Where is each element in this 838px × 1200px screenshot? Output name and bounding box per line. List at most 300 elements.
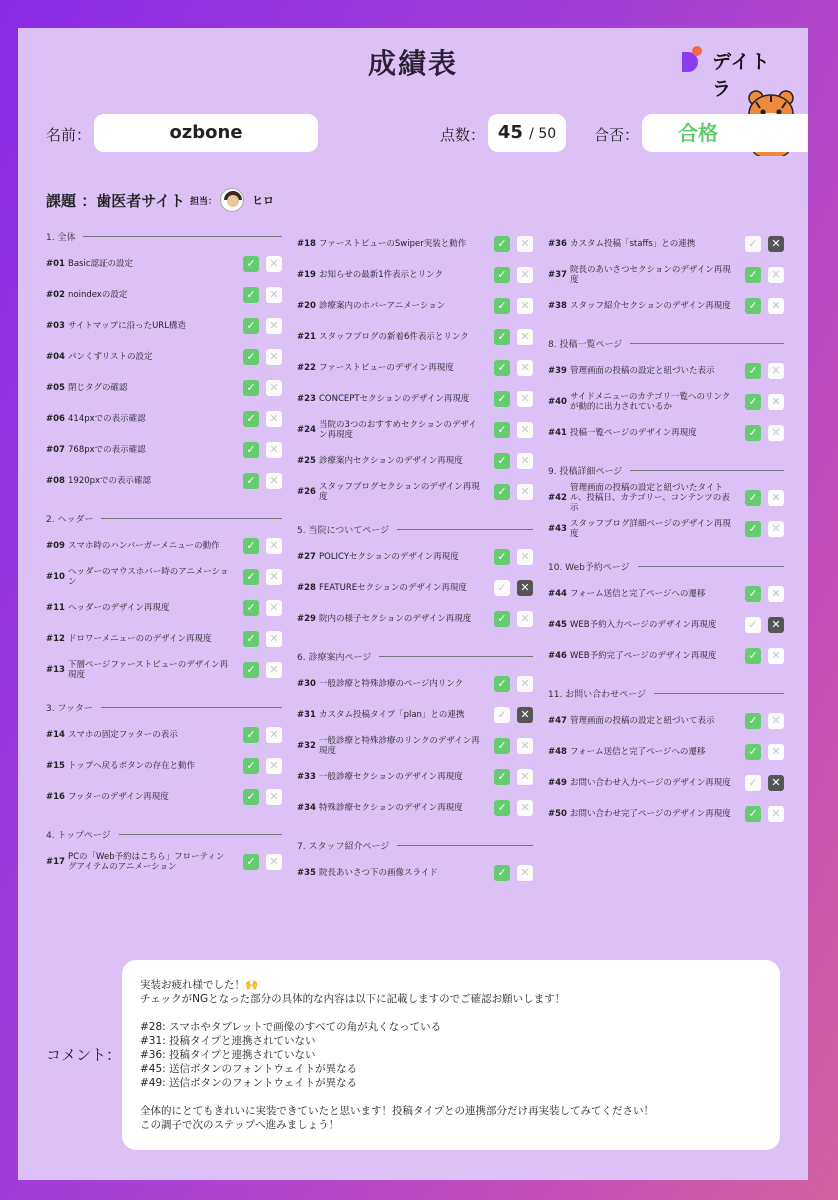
ng-checkbox-icon[interactable]: ✕ [768, 648, 784, 664]
ok-checkbox-icon[interactable]: ✓ [494, 267, 510, 283]
check-item [548, 769, 784, 797]
section-divider [101, 518, 282, 519]
section-heading [46, 699, 282, 715]
check-item [297, 447, 533, 475]
brand-logo [680, 44, 790, 100]
check-item-text: お知らせの最新1件表示とリンク [319, 270, 443, 280]
check-item [46, 467, 282, 495]
check-item-number: #13 [46, 665, 65, 675]
check-item [548, 292, 784, 320]
ok-checkbox-icon[interactable]: ✓ [494, 391, 510, 407]
ng-checkbox-icon[interactable]: ✕ [517, 800, 533, 816]
check-item [297, 543, 533, 571]
check-item-number: #16 [46, 792, 65, 802]
check-item [297, 763, 533, 791]
comment-label: コメント： [46, 1046, 122, 1064]
ng-checkbox-icon[interactable]: ✕ [517, 329, 533, 345]
check-item [548, 800, 784, 828]
ok-checkbox-icon[interactable]: ✓ [745, 267, 761, 283]
name-label: 名前： [46, 126, 92, 144]
check-item-text: 投稿一覧ページのデザイン再現度 [570, 428, 697, 438]
check-item [297, 416, 533, 444]
check-item-number: #31 [297, 710, 316, 720]
check-item-text: 一般診療と特殊診療のリンクのデザイン再現度 [319, 736, 480, 756]
ng-checkbox-icon[interactable]: ✕ [768, 617, 784, 633]
comment-line: #28: スマホやタブレットで画像のすべての角が丸くなっている [140, 1021, 442, 1033]
ok-checkbox-icon[interactable]: ✓ [494, 236, 510, 252]
check-item [548, 388, 784, 416]
check-item [46, 405, 282, 433]
check-item [46, 656, 282, 684]
ok-checkbox-icon[interactable]: ✓ [243, 662, 259, 678]
section-heading [297, 521, 533, 537]
check-item-number: #11 [46, 603, 65, 613]
check-item [297, 794, 533, 822]
check-item-number: #24 [297, 425, 316, 435]
check-item [548, 738, 784, 766]
check-item-text: noindexの設定 [68, 290, 128, 300]
ng-checkbox-icon[interactable]: ✕ [517, 453, 533, 469]
section-title: 5. 当院についてページ [297, 525, 390, 536]
check-item-number: #50 [548, 809, 567, 819]
ok-checkbox-icon[interactable]: ✓ [745, 363, 761, 379]
check-item-number: #06 [46, 414, 65, 424]
ng-checkbox-icon[interactable]: ✕ [517, 549, 533, 565]
result-label: 合否： [594, 126, 640, 144]
ng-checkbox-icon[interactable]: ✕ [517, 769, 533, 785]
check-item-text: スタッフブログの新着6件表示とリンク [319, 332, 469, 342]
check-item [46, 343, 282, 371]
check-item-number: #19 [297, 270, 316, 280]
ok-checkbox-icon[interactable]: ✓ [745, 425, 761, 441]
ok-checkbox-icon[interactable]: ✓ [494, 484, 510, 500]
check-item-text: フォーム送信と完了ページへの遷移 [570, 589, 706, 599]
check-item [46, 625, 282, 653]
ng-checkbox-icon[interactable]: ✕ [266, 287, 282, 303]
ok-checkbox-icon[interactable]: ✓ [494, 769, 510, 785]
ok-checkbox-icon[interactable]: ✓ [494, 738, 510, 754]
comment-line: チェックがNGとなった部分の具体的な内容は以下に記載しますのでご確認お願いします！ [140, 993, 566, 1005]
section-divider [397, 529, 533, 530]
ok-checkbox-icon[interactable]: ✓ [243, 631, 259, 647]
section-divider [101, 707, 282, 708]
check-item-text: 管理画面の投稿の設定と紐づいて表示 [570, 716, 715, 726]
check-item [46, 374, 282, 402]
ok-checkbox-icon[interactable]: ✓ [494, 676, 510, 692]
ng-checkbox-icon[interactable]: ✕ [517, 267, 533, 283]
check-item-number: #21 [297, 332, 316, 342]
check-item-number: #45 [548, 620, 567, 630]
check-item [297, 670, 533, 698]
section-title: 8. 投稿一覧ページ [548, 339, 623, 350]
ng-checkbox-icon[interactable]: ✕ [266, 600, 282, 616]
ng-checkbox-icon[interactable]: ✕ [768, 267, 784, 283]
ok-checkbox-icon[interactable]: ✓ [243, 538, 259, 554]
check-item [46, 281, 282, 309]
ng-checkbox-icon[interactable]: ✕ [266, 411, 282, 427]
ng-checkbox-icon[interactable]: ✕ [266, 380, 282, 396]
person-label: 担当： [190, 197, 218, 207]
section-heading [548, 558, 784, 574]
comment-line: #36: 投稿タイプと連携されていない [140, 1049, 316, 1061]
section-title: 7. スタッフ紹介ページ [297, 841, 390, 852]
check-item-number: #41 [548, 428, 567, 438]
check-item-text: 特殊診療セクションのデザイン再現度 [319, 803, 463, 813]
check-item-number: #48 [548, 747, 567, 757]
check-item-number: #43 [548, 524, 567, 534]
ng-checkbox-icon[interactable]: ✕ [517, 580, 533, 596]
check-item [297, 385, 533, 413]
section-title: 3. フッター [46, 703, 93, 714]
section-divider [119, 834, 282, 835]
check-item-number: #15 [46, 761, 65, 771]
ok-checkbox-icon[interactable]: ✓ [745, 236, 761, 252]
check-item-number: #30 [297, 679, 316, 689]
ok-checkbox-icon[interactable]: ✓ [745, 490, 761, 506]
ng-checkbox-icon[interactable]: ✕ [768, 236, 784, 252]
section-heading [548, 462, 784, 478]
check-item-text: POLICYセクションのデザイン再現度 [319, 552, 459, 562]
name-value: ozbone [94, 114, 318, 152]
check-item-number: #14 [46, 730, 65, 740]
comment-line: 全体的にとてもきれいに実装できていたと思います！投稿タイプとの連携部分だけ再実装してみてください！ [140, 1105, 654, 1117]
check-item-number: #42 [548, 493, 567, 503]
section-title: 6. 診療案内ページ [297, 652, 372, 663]
task-title: 課題 ：歯医者サイト [46, 192, 186, 210]
section-title: 4. トップページ [46, 830, 111, 841]
check-item [297, 732, 533, 760]
check-item [297, 292, 533, 320]
ok-checkbox-icon[interactable]: ✓ [745, 521, 761, 537]
check-item [297, 230, 533, 258]
check-item-text: CONCEPTセクションのデザイン再現度 [319, 394, 470, 404]
check-item-text: 1920pxでの表示確認 [68, 476, 152, 486]
check-item [297, 859, 533, 887]
check-item-text: FEATUREセクションのデザイン再現度 [319, 583, 467, 593]
ng-checkbox-icon[interactable]: ✕ [266, 318, 282, 334]
check-item-text: ファーストビューのデザイン再現度 [319, 363, 454, 373]
check-item-number: #20 [297, 301, 316, 311]
check-item-text: 院長あいさつ下の画像スライド [319, 868, 438, 878]
check-item-text: 管理画面の投稿の設定と紐づいた表示 [570, 366, 715, 376]
section-divider [630, 343, 784, 344]
check-item [297, 261, 533, 289]
check-item-text: WEB予約入力ページのデザイン再現度 [570, 620, 717, 630]
ng-checkbox-icon[interactable]: ✕ [768, 298, 784, 314]
check-item-text: 院長のあいさつセクションのデザイン再現度 [570, 265, 731, 285]
section-title: 9. 投稿詳細ページ [548, 466, 623, 477]
check-item [297, 323, 533, 351]
section-divider [654, 693, 784, 694]
score-label: 点数： [440, 126, 486, 144]
check-item-number: #35 [297, 868, 316, 878]
check-item-text: サイドメニューのカテゴリ一覧へのリンクが動的に出力されているか [570, 392, 731, 412]
check-item-text: ヘッダーのデザイン再現度 [68, 603, 170, 613]
check-item-number: #22 [297, 363, 316, 373]
check-item-text: パンくずリストの設定 [68, 352, 153, 362]
ok-checkbox-icon[interactable]: ✓ [243, 411, 259, 427]
check-item-number: #08 [46, 476, 65, 486]
comment-line: #49: 送信ボタンのフォントウェイトが異なる [140, 1077, 358, 1089]
check-item-number: #25 [297, 456, 316, 466]
section-heading [297, 648, 533, 664]
ng-checkbox-icon[interactable]: ✕ [517, 422, 533, 438]
ng-checkbox-icon[interactable]: ✕ [517, 676, 533, 692]
comment-line: #31: 投稿タイプと連携されていない [140, 1035, 316, 1047]
comment-line: この調子で次のステップへ進みましょう！ [140, 1119, 340, 1131]
check-item-text: ヘッダーのマウスホバー時のアニメーション [68, 567, 229, 587]
ng-checkbox-icon[interactable]: ✕ [266, 662, 282, 678]
check-item [46, 721, 282, 749]
check-item [297, 354, 533, 382]
ng-checkbox-icon[interactable]: ✕ [768, 363, 784, 379]
check-item-number: #33 [297, 772, 316, 782]
check-item-text: スマホの固定フッターの表示 [68, 730, 178, 740]
check-item-number: #12 [46, 634, 65, 644]
check-item-number: #28 [297, 583, 316, 593]
check-item-number: #27 [297, 552, 316, 562]
check-item-text: 768pxでの表示確認 [68, 445, 146, 455]
check-item-number: #09 [46, 541, 65, 551]
ok-checkbox-icon[interactable]: ✓ [494, 865, 510, 881]
ok-checkbox-icon[interactable]: ✓ [494, 329, 510, 345]
check-item-number: #46 [548, 651, 567, 661]
check-item-text: 一般診療と特殊診療のページ内リンク [319, 679, 464, 689]
ng-checkbox-icon[interactable]: ✕ [517, 738, 533, 754]
ng-checkbox-icon[interactable]: ✕ [768, 394, 784, 410]
check-item-text: 診療案内セクションのデザイン再現度 [319, 456, 463, 466]
check-item-text: スタッフブログセクションのデザイン再現度 [319, 482, 480, 502]
ng-checkbox-icon[interactable]: ✕ [517, 865, 533, 881]
check-item [548, 357, 784, 385]
ng-checkbox-icon[interactable]: ✕ [266, 256, 282, 272]
check-item-number: #32 [297, 741, 316, 751]
ng-checkbox-icon[interactable]: ✕ [768, 586, 784, 602]
ng-checkbox-icon[interactable]: ✕ [768, 806, 784, 822]
ng-checkbox-icon[interactable]: ✕ [266, 473, 282, 489]
check-item-text: 閉じタグの確認 [68, 383, 128, 393]
check-item-number: #26 [297, 487, 316, 497]
section-heading [46, 826, 282, 842]
check-item-number: #29 [297, 614, 316, 624]
check-item [297, 574, 533, 602]
ng-checkbox-icon[interactable]: ✕ [266, 727, 282, 743]
ok-checkbox-icon[interactable]: ✓ [243, 287, 259, 303]
score-value [488, 114, 566, 152]
page-title: 成績表 [367, 47, 458, 80]
check-item-number: #10 [46, 572, 65, 582]
ng-checkbox-icon[interactable]: ✕ [266, 854, 282, 870]
check-item [46, 848, 282, 876]
check-item-number: #38 [548, 301, 567, 311]
check-item-text: Basic認証の設定 [68, 259, 134, 269]
section-heading [46, 228, 282, 244]
check-item-number: #47 [548, 716, 567, 726]
check-item [548, 419, 784, 447]
check-item-number: #44 [548, 589, 567, 599]
section-heading [46, 510, 282, 526]
ok-checkbox-icon[interactable]: ✓ [745, 298, 761, 314]
check-item-number: #36 [548, 239, 567, 249]
ng-checkbox-icon[interactable]: ✕ [517, 236, 533, 252]
ok-checkbox-icon[interactable]: ✓ [243, 758, 259, 774]
check-item [548, 230, 784, 258]
ng-checkbox-icon[interactable]: ✕ [768, 490, 784, 506]
ng-checkbox-icon[interactable]: ✕ [266, 758, 282, 774]
ng-checkbox-icon[interactable]: ✕ [266, 569, 282, 585]
ok-checkbox-icon[interactable]: ✓ [494, 453, 510, 469]
ng-checkbox-icon[interactable]: ✕ [768, 425, 784, 441]
check-item-text: 当院の3つのおすすめセクションのデザイン再現度 [319, 420, 477, 440]
ok-checkbox-icon[interactable]: ✓ [745, 617, 761, 633]
comment-line [140, 1006, 762, 1020]
ok-checkbox-icon[interactable]: ✓ [243, 569, 259, 585]
check-item-text: お問い合わせ完了ページのデザイン再現度 [570, 809, 731, 819]
check-item-number: #39 [548, 366, 567, 376]
ok-checkbox-icon[interactable]: ✓ [745, 713, 761, 729]
check-item-number: #01 [46, 259, 65, 269]
ng-checkbox-icon[interactable]: ✕ [266, 789, 282, 805]
section-heading [548, 685, 784, 701]
ok-checkbox-icon[interactable]: ✓ [243, 727, 259, 743]
check-item-number: #03 [46, 321, 65, 331]
ok-checkbox-icon[interactable]: ✓ [745, 775, 761, 791]
check-item-number: #05 [46, 383, 65, 393]
check-item-number: #23 [297, 394, 316, 404]
check-item [548, 707, 784, 735]
ng-checkbox-icon[interactable]: ✕ [768, 775, 784, 791]
check-item [548, 580, 784, 608]
check-item [46, 312, 282, 340]
section-heading [297, 837, 533, 853]
ok-checkbox-icon[interactable]: ✓ [745, 806, 761, 822]
check-item-text: 一般診療セクションのデザイン再現度 [319, 772, 463, 782]
person-name: ヒロ [252, 194, 274, 207]
ok-checkbox-icon[interactable]: ✓ [243, 256, 259, 272]
check-item-number: #40 [548, 397, 567, 407]
section-divider [630, 470, 784, 471]
check-item [548, 261, 784, 289]
ok-checkbox-icon[interactable]: ✓ [745, 586, 761, 602]
comment-line [140, 1090, 762, 1104]
check-item-number: #37 [548, 270, 567, 280]
ok-checkbox-icon[interactable]: ✓ [243, 318, 259, 334]
check-item-text: フォーム送信と完了ページへの遷移 [570, 747, 706, 757]
ok-checkbox-icon[interactable]: ✓ [745, 744, 761, 760]
check-item-text: スタッフ紹介セクションのデザイン再現度 [570, 301, 731, 311]
check-item-text: 管理画面の投稿の設定と紐づいたタイトル、投稿日、カテゴリー、コンテンツの表示 [570, 483, 730, 513]
check-item-text: WEB予約完了ページのデザイン再現度 [570, 651, 717, 661]
check-item [46, 783, 282, 811]
ok-checkbox-icon[interactable]: ✓ [243, 349, 259, 365]
avatar [220, 188, 244, 212]
check-item-number: #07 [46, 445, 65, 455]
ng-checkbox-icon[interactable]: ✕ [768, 521, 784, 537]
check-item-text: トップへ戻るボタンの存在と動作 [68, 761, 196, 771]
ng-checkbox-icon[interactable]: ✕ [517, 360, 533, 376]
check-item-text: サイトマップに沿ったURL構造 [68, 321, 186, 331]
check-item [297, 605, 533, 633]
check-item [46, 436, 282, 464]
ok-checkbox-icon[interactable]: ✓ [745, 394, 761, 410]
ok-checkbox-icon[interactable]: ✓ [243, 600, 259, 616]
ok-checkbox-icon[interactable]: ✓ [494, 422, 510, 438]
check-item-text: 診療案内のホバーアニメーション [319, 301, 446, 311]
comment-box [122, 960, 780, 1150]
ok-checkbox-icon[interactable]: ✓ [494, 707, 510, 723]
ng-checkbox-icon[interactable]: ✕ [517, 484, 533, 500]
section-title: 1. 全体 [46, 232, 76, 243]
check-item-text: 414pxでの表示確認 [68, 414, 146, 424]
check-item [548, 611, 784, 639]
ok-checkbox-icon[interactable]: ✓ [243, 854, 259, 870]
section-heading [548, 335, 784, 351]
ok-checkbox-icon[interactable]: ✓ [745, 648, 761, 664]
ng-checkbox-icon[interactable]: ✕ [266, 442, 282, 458]
check-item [548, 642, 784, 670]
section-divider [638, 566, 784, 567]
ng-checkbox-icon[interactable]: ✕ [266, 631, 282, 647]
ng-checkbox-icon[interactable]: ✕ [517, 611, 533, 627]
check-item [548, 515, 784, 543]
ok-checkbox-icon[interactable]: ✓ [243, 380, 259, 396]
check-item-text: ファーストビューのSwiper実装と動作 [319, 239, 467, 249]
section-title: 2. ヘッダー [46, 514, 94, 525]
check-item-text: 下層ページファーストビューのデザイン再現度 [68, 660, 229, 680]
ok-checkbox-icon[interactable]: ✓ [243, 789, 259, 805]
ng-checkbox-icon[interactable]: ✕ [768, 744, 784, 760]
check-item-number: #18 [297, 239, 316, 249]
check-item-text: カスタム投稿タイプ「plan」との連携 [319, 710, 465, 720]
check-item-text: スタッフブログ詳細ページのデザイン再現度 [570, 519, 731, 539]
check-item-text: 院内の様子セクションのデザイン再現度 [319, 614, 472, 624]
ok-checkbox-icon[interactable]: ✓ [243, 473, 259, 489]
check-item [548, 484, 784, 512]
check-item [297, 478, 533, 506]
ng-checkbox-icon[interactable]: ✕ [768, 713, 784, 729]
ok-checkbox-icon[interactable]: ✓ [494, 298, 510, 314]
ok-checkbox-icon[interactable]: ✓ [494, 800, 510, 816]
section-divider [83, 236, 282, 237]
ng-checkbox-icon[interactable]: ✕ [266, 349, 282, 365]
ok-checkbox-icon[interactable]: ✓ [494, 580, 510, 596]
score-points: 45 [497, 122, 523, 143]
ok-checkbox-icon[interactable]: ✓ [243, 442, 259, 458]
section-divider [397, 845, 533, 846]
ng-checkbox-icon[interactable]: ✕ [517, 298, 533, 314]
check-item-number: #04 [46, 352, 65, 362]
check-item [46, 594, 282, 622]
ng-checkbox-icon[interactable]: ✕ [517, 707, 533, 723]
section-divider [379, 656, 533, 657]
check-item-text: PCの「Web予約はこちら」フローティングアイテムのアニメーション [68, 852, 225, 872]
check-item-number: #34 [297, 803, 316, 813]
brand-name: デイトラ [712, 51, 771, 100]
section-title: 11. お問い合わせページ [548, 689, 646, 700]
check-item [46, 532, 282, 560]
report-sheet [18, 28, 808, 1180]
comment-line: 実装お疲れ様でした！🙌 [140, 979, 259, 991]
brand-mark-icon [680, 46, 702, 72]
check-item [46, 752, 282, 780]
ng-checkbox-icon[interactable]: ✕ [266, 538, 282, 554]
check-item-number: #02 [46, 290, 65, 300]
ok-checkbox-icon[interactable]: ✓ [494, 360, 510, 376]
check-item-text: カスタム投稿「staffs」との連携 [570, 239, 696, 249]
ok-checkbox-icon[interactable]: ✓ [494, 549, 510, 565]
ng-checkbox-icon[interactable]: ✕ [517, 391, 533, 407]
ok-checkbox-icon[interactable]: ✓ [494, 611, 510, 627]
